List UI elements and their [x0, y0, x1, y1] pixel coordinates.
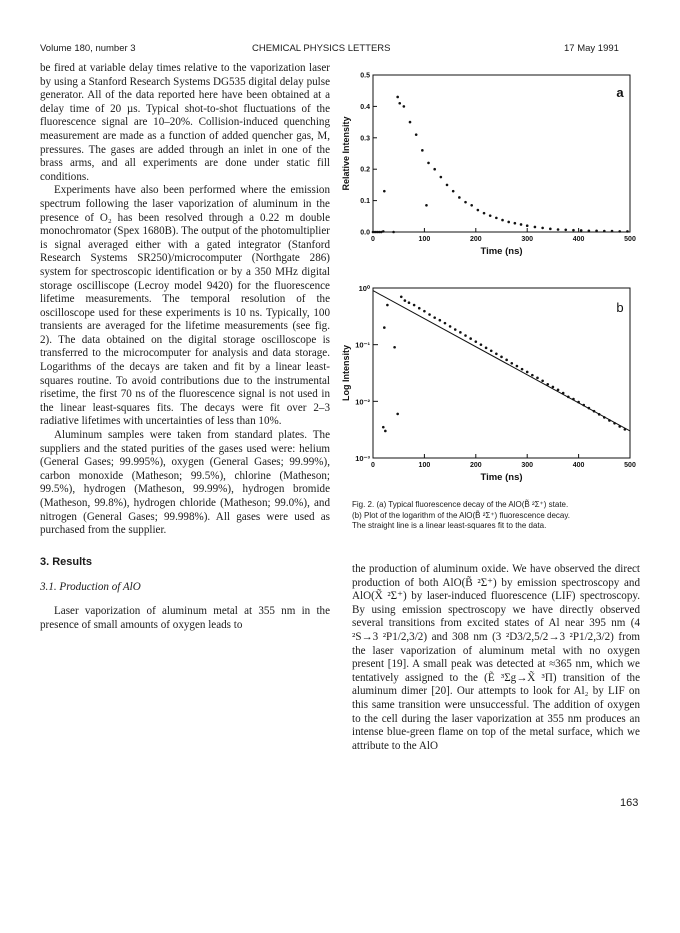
data-point	[608, 419, 611, 422]
data-point	[557, 228, 560, 231]
data-point	[485, 347, 488, 350]
data-point	[439, 319, 442, 322]
data-point	[400, 295, 403, 298]
data-point	[500, 356, 503, 359]
data-point	[446, 184, 449, 187]
data-point	[618, 425, 621, 428]
data-point	[536, 377, 539, 380]
paragraph: Laser vaporization of aluminum metal at 355 nm in the presence of small amounts of oxygen leads to	[40, 604, 330, 631]
paragraph: Experiments have also been performed where the emission spectrum following the laser vaporization of aluminum in the presence of O₂ has been resolved through a 0.22 m double monochromator (Spex 1680B). The output of the photomultiplier is signal averaged either with a gated integrator (Stanford Research Systems SR250)/microcomputer (Northgate 286) system for spectroscopic identification or by a 350 MHz digital storage oscilliscope (Lecroy model 9420) for the fluorescence lifetime measurements. The temporal resolution of the oscilloscope used for these experiments is 10 ns. Typically, 100 transients are averaged for the lifetime measurements (see fig. 2). The data obtained on the digital storage oscilloscope is transferred to the microcomputer for analysis and data storage. Logarithms of the decays are taken and fit by a linear least-squares routine. To avoid contributions due to the instrumental risetime, the first 70 ns of the fluorescence signal is not used in the linear least-squares fits. The decays were fit over 2–3 radiative lifetimes with uncertainties of less than 10%.	[40, 184, 330, 428]
data-point	[396, 96, 399, 99]
data-point	[611, 230, 614, 233]
data-point	[464, 334, 467, 337]
figure-2	[340, 60, 640, 530]
data-point	[452, 190, 455, 193]
data-point	[520, 223, 523, 226]
left-text-column	[40, 62, 330, 632]
data-point	[618, 230, 621, 233]
data-point	[588, 407, 591, 410]
y-tick-label: 0.3	[360, 135, 370, 143]
data-point	[521, 368, 524, 371]
data-point	[433, 316, 436, 319]
data-point	[593, 410, 596, 413]
data-point	[580, 229, 583, 232]
data-point	[392, 231, 395, 234]
x-tick-label: 400	[572, 462, 585, 469]
y-tick-label: 10⁻¹	[355, 340, 370, 350]
data-point	[383, 190, 386, 193]
panel-a	[341, 73, 636, 258]
data-point	[549, 228, 552, 231]
data-point	[613, 422, 616, 425]
data-point	[495, 217, 498, 220]
data-point	[564, 229, 567, 232]
x-tick-label: 100	[418, 462, 431, 469]
data-point	[588, 229, 591, 232]
x-tick-label: 0	[371, 236, 375, 243]
data-point	[393, 346, 396, 349]
data-point	[603, 230, 606, 233]
y-tick-label: 0.5	[360, 72, 370, 80]
data-point	[507, 221, 510, 224]
data-point	[541, 380, 544, 383]
data-point	[403, 105, 406, 108]
x-axis-label: Time (ns)	[480, 472, 523, 483]
data-point	[413, 304, 416, 307]
data-point	[577, 401, 580, 404]
paragraph: Aluminum samples were taken from standard plates. The suppliers and the stated purities of the gases used were: helium (General Gases; 99.995%), oxygen (General Gases; 99.99%), carbon monoxide (Matheson; 99.5%), chlorine (Matheson; 99.5%), hydrogen (Matheson, 99.99%), hydrogen bromide (Matheson, 99.8%), hydrogen chloride (Matheson; 99.0%), and nitrogen (General Gases; 99.998%). All gases were used as purchased from the supplier.	[40, 429, 330, 537]
data-point	[534, 226, 537, 229]
data-point	[396, 413, 399, 416]
data-point	[433, 168, 436, 171]
data-point	[552, 386, 555, 389]
right-text-column	[352, 563, 640, 753]
data-point	[505, 359, 508, 362]
paragraph: the production of aluminum oxide. We have observed the direct production of both AlO(B̃ ²Σ⁺) by emission spectroscopy and AlO(X̃ ²Σ⁺) by laser-induced fluorescence (LIF) spectroscopy. By using emission spectroscopy we have directly observed several transitions from excited states of Al near 395 nm (4 ²S→3 ²P1/2,3/2) and 308 nm (3 ²D3/2,5/2→3 ²P1/2,3/2) from the laser vaporization of aluminum metal with no oxygen present [19]. A small peak was detected at ≈365 nm, which we tentatively assigned to the (Ẽ ³Σg→X̃ ³Π) transition of the aluminum dimer [20]. Our attempts to look for Al₂ by LIF on this same transition were unsuccessful. The addition of oxygen to the cell during the laser vaporization at 355 nm produces an intense blue-green flame on top of the metal surface, which we attribute to the AlO	[352, 563, 640, 752]
caption-line: (b) Plot of the logarithm of the AlO(B̃ ²Σ⁺) fluorescence decay.	[352, 510, 571, 520]
data-point	[398, 102, 401, 105]
caption-line: The straight line is a linear least-squares fit to the data.	[352, 521, 547, 530]
data-point	[469, 337, 472, 340]
data-point	[425, 204, 428, 207]
x-axis-label: Time (ns)	[480, 246, 523, 257]
data-point	[546, 383, 549, 386]
data-point	[531, 374, 534, 377]
data-point	[510, 362, 513, 365]
plot-frame	[373, 288, 630, 458]
data-point	[440, 176, 443, 179]
x-tick-label: 500	[624, 462, 636, 469]
data-point	[495, 352, 498, 355]
data-point	[418, 307, 421, 310]
panel-b	[341, 284, 636, 483]
data-point	[408, 301, 411, 304]
data-point	[480, 343, 483, 346]
data-point	[603, 416, 606, 419]
data-point	[421, 149, 424, 152]
data-point	[475, 340, 478, 343]
page-number: 163	[620, 797, 639, 809]
data-point	[526, 224, 529, 227]
data-point	[449, 325, 452, 328]
data-point	[444, 322, 447, 325]
data-point	[382, 426, 385, 429]
data-point	[459, 331, 462, 334]
data-point	[490, 349, 493, 352]
y-tick-label: 0.2	[360, 166, 370, 174]
caption-line: Fig. 2. (a) Typical fluorescence decay of the AlO(B̃ ²Σ⁺) state.	[352, 500, 569, 509]
y-axis-label: Log Intensity	[341, 345, 351, 401]
x-tick-label: 0	[371, 462, 375, 469]
data-point	[562, 392, 565, 395]
y-tick-label: 10⁰	[358, 284, 370, 293]
data-point	[582, 404, 585, 407]
data-point	[477, 209, 480, 212]
data-point	[489, 214, 492, 217]
y-tick-label: 0.1	[360, 198, 370, 206]
journal-title: CHEMICAL PHYSICS LETTERS	[252, 43, 391, 54]
subsection-heading: 3.1. Production of AlO	[40, 581, 141, 594]
data-point	[557, 388, 560, 391]
figure-caption	[352, 500, 640, 532]
fit-line	[373, 291, 630, 431]
y-tick-label: 0.4	[360, 103, 370, 111]
data-point	[458, 196, 461, 199]
data-point	[624, 428, 627, 431]
y-tick-label: 10⁻²	[355, 397, 370, 407]
data-point	[423, 310, 426, 313]
panel-label: b	[616, 300, 624, 315]
x-tick-label: 300	[521, 462, 534, 469]
x-tick-label: 500	[624, 236, 636, 243]
x-tick-label: 400	[572, 236, 585, 243]
data-point	[383, 326, 386, 329]
data-point	[526, 371, 529, 374]
data-point	[516, 365, 519, 368]
data-point	[404, 299, 407, 302]
section-heading: 3. Results	[40, 555, 92, 568]
data-point	[454, 328, 457, 331]
data-point	[409, 121, 412, 124]
plot-frame	[373, 75, 630, 232]
data-point	[626, 230, 629, 233]
data-point	[541, 227, 544, 230]
x-tick-label: 200	[469, 462, 482, 469]
data-point	[567, 396, 570, 399]
data-point	[598, 413, 601, 416]
panel-label: a	[616, 85, 624, 100]
data-point	[386, 304, 389, 307]
volume-info: Volume 180, number 3	[40, 43, 136, 54]
data-point	[572, 229, 575, 232]
data-point	[595, 229, 598, 232]
y-axis-label: Relative Intensity	[341, 116, 351, 191]
data-point	[483, 212, 486, 215]
data-point	[384, 430, 387, 433]
data-point	[470, 204, 473, 207]
data-point	[514, 222, 517, 225]
x-tick-label: 300	[521, 236, 534, 243]
data-point	[382, 230, 385, 233]
y-tick-label: 10⁻³	[355, 454, 370, 463]
y-tick-label: 0.0	[360, 229, 370, 237]
data-point	[464, 201, 467, 204]
data-point	[427, 162, 430, 165]
x-tick-label: 100	[418, 236, 431, 243]
data-point	[501, 219, 504, 222]
data-point	[415, 133, 418, 136]
x-tick-label: 200	[469, 236, 482, 243]
issue-date: 17 May 1991	[564, 43, 619, 54]
data-point	[428, 313, 431, 316]
paragraph: be fired at variable delay times relative to the vaporization laser by using a Stanford Research Systems DG535 digital delay pulse generator. All of the data reported here have been obtained at a delay time of 20 µs. Typical shot-to-shot fluctuations of the fluorescence signal are 10–20%. Collision-induced quenching measurement are made as a function of added quencher gas, M, pressures. The gases are added through an inlet in one of the brass arms, and all experiments are done under static fill conditions.	[40, 62, 330, 183]
data-point	[572, 398, 575, 401]
